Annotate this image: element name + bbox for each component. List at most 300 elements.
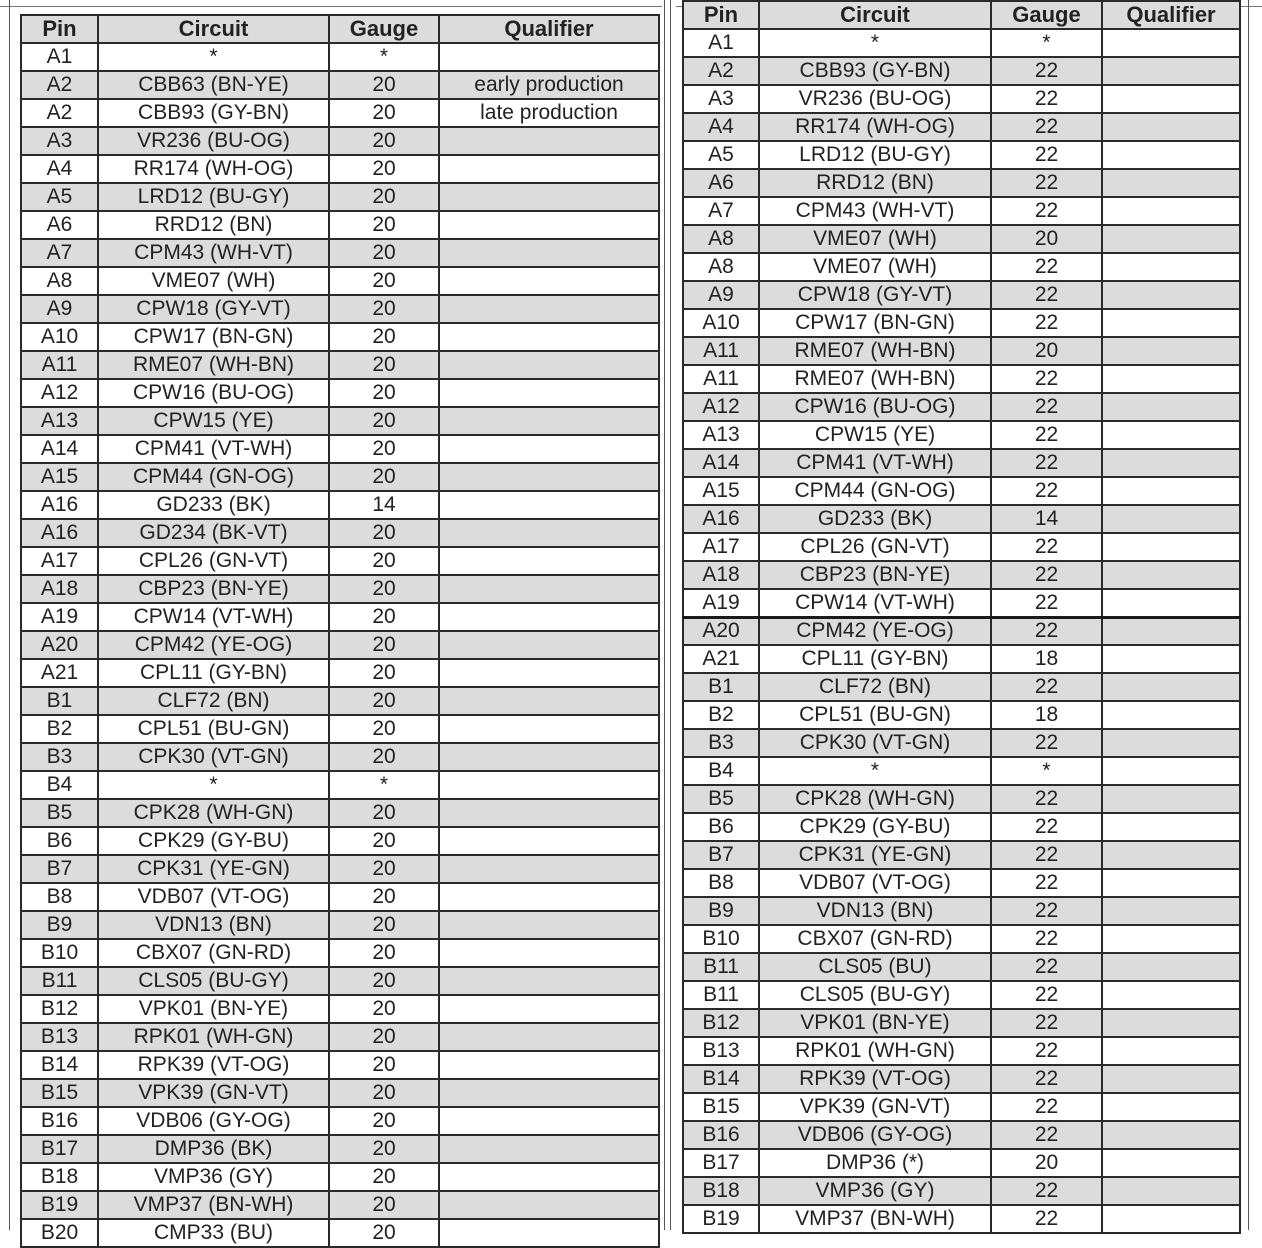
cell-pin: A13 [683,421,759,449]
table-row [21,211,659,239]
cell-qualifier [439,211,659,239]
table-row [683,981,1240,1009]
cell-pin: A13 [21,407,98,435]
cell-pin: B17 [683,1149,759,1177]
cell-gauge: 20 [329,967,439,995]
cell-circuit: CPM41 (VT-WH) [759,449,991,477]
center-divider-right [670,0,671,1230]
cell-gauge: 20 [329,911,439,939]
cell-circuit: VPK39 (GN-VT) [759,1093,991,1121]
cell-circuit: VDN13 (BN) [759,897,991,925]
cell-qualifier [1102,449,1240,477]
header-circuit: Circuit [98,15,329,43]
cell-gauge: 20 [991,337,1102,365]
table-row [21,659,659,687]
cell-qualifier [439,575,659,603]
left-table-body [21,43,659,1247]
table-row [21,631,659,659]
cell-pin: B1 [683,673,759,701]
cell-gauge: 14 [991,505,1102,533]
cell-pin: B7 [21,855,98,883]
cell-circuit: CLS05 (BU-GY) [98,967,329,995]
cell-gauge: 20 [329,687,439,715]
cell-circuit: RR174 (WH-OG) [759,113,991,141]
cell-circuit: LRD12 (BU-GY) [98,183,329,211]
header-pin: Pin [683,1,759,29]
cell-gauge: 20 [329,715,439,743]
cell-gauge: 20 [329,1135,439,1163]
table-row [683,1009,1240,1037]
cell-gauge: 22 [991,169,1102,197]
cell-circuit: CLS05 (BU-GY) [759,981,991,1009]
cell-gauge: * [329,43,439,71]
table-row [683,421,1240,449]
table-row [683,309,1240,337]
cell-pin: A21 [683,645,759,673]
cell-circuit: CPK28 (WH-GN) [759,785,991,813]
cell-qualifier [439,855,659,883]
cell-gauge: 20 [329,631,439,659]
table-row [683,953,1240,981]
cell-qualifier [1102,113,1240,141]
cell-gauge: 20 [329,295,439,323]
cell-qualifier [1102,953,1240,981]
cell-qualifier [1102,785,1240,813]
cell-circuit: CPL51 (BU-GN) [98,715,329,743]
table-row [683,281,1240,309]
cell-gauge: 20 [329,939,439,967]
cell-pin: B2 [21,715,98,743]
header-circuit: Circuit [759,1,991,29]
cell-circuit: VDB06 (GY-OG) [98,1107,329,1135]
table-row [683,1037,1240,1065]
cell-circuit: LRD12 (BU-GY) [759,141,991,169]
table-row [21,603,659,631]
cell-gauge: 20 [329,855,439,883]
cell-gauge: 14 [329,491,439,519]
cell-circuit: CPM42 (YE-OG) [98,631,329,659]
cell-circuit: VMP36 (GY) [759,1177,991,1205]
table-row [683,477,1240,505]
cell-gauge: * [991,757,1102,785]
cell-pin: A14 [683,449,759,477]
cell-qualifier [1102,29,1240,57]
cell-qualifier [439,1023,659,1051]
cell-gauge: 20 [991,1149,1102,1177]
cell-circuit: VMP36 (GY) [98,1163,329,1191]
table-row [683,729,1240,757]
table-row [21,239,659,267]
table-row [683,813,1240,841]
cell-qualifier [439,743,659,771]
cell-gauge: 22 [991,421,1102,449]
cell-gauge: 22 [991,309,1102,337]
cell-gauge: 22 [991,589,1102,617]
table-row [21,99,659,127]
table-row [21,1163,659,1191]
table-row [21,491,659,519]
cell-qualifier [1102,253,1240,281]
cell-pin: A1 [21,43,98,71]
table-row [683,645,1240,673]
cell-circuit: CPM43 (WH-VT) [759,197,991,225]
cell-pin: A18 [683,561,759,589]
cell-gauge: 22 [991,897,1102,925]
cell-gauge: 22 [991,449,1102,477]
cell-qualifier [1102,897,1240,925]
table-row [21,267,659,295]
cell-gauge: 20 [329,267,439,295]
cell-pin: A16 [21,491,98,519]
cell-qualifier [1102,645,1240,673]
table-row [21,1107,659,1135]
cell-circuit: GD233 (BK) [98,491,329,519]
cell-circuit: CPW15 (YE) [98,407,329,435]
cell-gauge: 20 [329,995,439,1023]
table-row [683,533,1240,561]
cell-gauge: 22 [991,981,1102,1009]
table-row [683,1177,1240,1205]
cell-circuit: GD233 (BK) [759,505,991,533]
cell-gauge: 20 [329,1163,439,1191]
table-row [683,561,1240,589]
table-row [683,785,1240,813]
cell-qualifier [439,463,659,491]
cell-pin: B14 [683,1065,759,1093]
cell-gauge: 20 [329,827,439,855]
cell-circuit: RPK39 (VT-OG) [759,1065,991,1093]
cell-circuit: CBB93 (GY-BN) [759,57,991,85]
cell-pin: A10 [683,309,759,337]
cell-pin: B1 [21,687,98,715]
cell-pin: B12 [683,1009,759,1037]
cell-qualifier [439,939,659,967]
cell-pin: A5 [21,183,98,211]
cell-qualifier [1102,673,1240,701]
cell-gauge: 20 [329,435,439,463]
cell-qualifier [1102,1205,1240,1233]
cell-circuit: RPK39 (VT-OG) [98,1051,329,1079]
cell-qualifier [1102,57,1240,85]
cell-pin: B3 [683,729,759,757]
table-row [683,225,1240,253]
table-row [21,463,659,491]
cell-pin: A5 [683,141,759,169]
cell-gauge: 22 [991,141,1102,169]
table-row [683,57,1240,85]
table-row [21,547,659,575]
table-row [683,617,1240,645]
cell-qualifier [1102,225,1240,253]
left-pin-table [20,14,660,1248]
cell-qualifier [1102,1065,1240,1093]
cell-circuit: VPK01 (BN-YE) [98,995,329,1023]
cell-qualifier [439,967,659,995]
table-row [683,85,1240,113]
cell-circuit: CPM44 (GN-OG) [759,477,991,505]
table-row [21,827,659,855]
cell-pin: B10 [683,925,759,953]
table-row [683,505,1240,533]
cell-pin: A21 [21,659,98,687]
table-row [21,183,659,211]
cell-circuit: CPW15 (YE) [759,421,991,449]
cell-qualifier [439,687,659,715]
cell-circuit: VMP37 (BN-WH) [98,1191,329,1219]
table-row [683,141,1240,169]
cell-circuit: RR174 (WH-OG) [98,155,329,183]
cell-gauge: 20 [329,519,439,547]
cell-pin: A17 [683,533,759,561]
cell-gauge: 22 [991,1009,1102,1037]
table-row [683,365,1240,393]
cell-qualifier [439,267,659,295]
cell-qualifier [439,1107,659,1135]
cell-pin: B2 [683,701,759,729]
cell-qualifier [1102,365,1240,393]
table-row [21,351,659,379]
cell-qualifier [439,547,659,575]
table-row [21,771,659,799]
cell-circuit: CPK31 (YE-GN) [759,841,991,869]
cell-circuit: CPM41 (VT-WH) [98,435,329,463]
cell-qualifier [1102,729,1240,757]
cell-circuit: VR236 (BU-OG) [759,85,991,113]
cell-qualifier [1102,141,1240,169]
cell-qualifier [1102,533,1240,561]
header-qualifier: Qualifier [1102,1,1240,29]
cell-pin: B19 [21,1191,98,1219]
cell-pin: A16 [21,519,98,547]
table-row [683,1121,1240,1149]
cell-circuit: VMP37 (BN-WH) [759,1205,991,1233]
cell-qualifier [1102,281,1240,309]
cell-pin: A12 [683,393,759,421]
cell-circuit: CPW17 (BN-GN) [98,323,329,351]
table-row [683,337,1240,365]
cell-circuit: CPK30 (VT-GN) [759,729,991,757]
table-row [21,855,659,883]
cell-gauge: 22 [991,561,1102,589]
cell-pin: B14 [21,1051,98,1079]
cell-gauge: 22 [991,841,1102,869]
cell-gauge: 20 [329,211,439,239]
cell-qualifier [439,407,659,435]
cell-pin: A11 [683,365,759,393]
cell-circuit: VDB06 (GY-OG) [759,1121,991,1149]
cell-circuit: CPW16 (BU-OG) [759,393,991,421]
table-row [21,1135,659,1163]
cell-pin: A4 [683,113,759,141]
table-row [21,1219,659,1247]
cell-qualifier [439,379,659,407]
cell-circuit: * [759,757,991,785]
cell-circuit: VR236 (BU-OG) [98,127,329,155]
cell-circuit: GD234 (BK-VT) [98,519,329,547]
cell-qualifier [439,1219,659,1247]
header-gauge: Gauge [991,1,1102,29]
cell-qualifier [439,883,659,911]
cell-qualifier [1102,813,1240,841]
cell-circuit: CLS05 (BU) [759,953,991,981]
cell-circuit: CPK31 (YE-GN) [98,855,329,883]
cell-pin: B3 [21,743,98,771]
cell-circuit: DMP36 (BK) [98,1135,329,1163]
cell-circuit: CPL11 (GY-BN) [98,659,329,687]
cell-circuit: CPL26 (GN-VT) [759,533,991,561]
cell-gauge: 22 [991,533,1102,561]
cell-qualifier [439,239,659,267]
right-pin-table [682,0,1241,1234]
cell-pin: A2 [683,57,759,85]
cell-pin: A12 [21,379,98,407]
cell-pin: B4 [21,771,98,799]
cell-pin: A11 [21,351,98,379]
cell-circuit: VDB07 (VT-OG) [98,883,329,911]
table-row [683,897,1240,925]
cell-pin: A9 [683,281,759,309]
cell-gauge: 20 [329,351,439,379]
cell-pin: B18 [683,1177,759,1205]
cell-pin: A9 [21,295,98,323]
cell-gauge: 20 [329,1219,439,1247]
table-row [21,939,659,967]
cell-gauge: 20 [991,225,1102,253]
cell-pin: B15 [683,1093,759,1121]
cell-pin: A8 [683,225,759,253]
cell-gauge: 20 [329,1107,439,1135]
cell-gauge: 22 [991,253,1102,281]
table-row [21,127,659,155]
cell-pin: B11 [683,981,759,1009]
cell-gauge: 20 [329,379,439,407]
cell-circuit: VME07 (WH) [98,267,329,295]
cell-gauge: 22 [991,1177,1102,1205]
cell-pin: B11 [683,953,759,981]
table-row [21,295,659,323]
cell-pin: B20 [21,1219,98,1247]
header-pin: Pin [21,15,98,43]
cell-qualifier [439,323,659,351]
cell-circuit: CPK28 (WH-GN) [98,799,329,827]
cell-pin: A15 [683,477,759,505]
cell-qualifier [1102,981,1240,1009]
table-row [683,673,1240,701]
cell-pin: B4 [683,757,759,785]
cell-pin: A20 [683,617,759,645]
cell-circuit: CPW18 (GY-VT) [98,295,329,323]
cell-pin: A10 [21,323,98,351]
cell-qualifier [1102,309,1240,337]
table-row [683,197,1240,225]
cell-qualifier [1102,617,1240,645]
cell-gauge: 22 [991,785,1102,813]
table-row [21,911,659,939]
cell-pin: A15 [21,463,98,491]
cell-pin: B9 [683,897,759,925]
table-row [21,1051,659,1079]
cell-gauge: 22 [991,729,1102,757]
cell-circuit: * [759,29,991,57]
cell-gauge: 20 [329,1051,439,1079]
cell-pin: B6 [683,813,759,841]
cell-circuit: CPM44 (GN-OG) [98,463,329,491]
cell-qualifier [439,295,659,323]
cell-pin: B5 [21,799,98,827]
cell-pin: A8 [21,267,98,295]
cell-gauge: 22 [991,673,1102,701]
table-row [683,1149,1240,1177]
cell-gauge: 20 [329,239,439,267]
cell-qualifier [439,827,659,855]
cell-circuit: CPL26 (GN-VT) [98,547,329,575]
cell-circuit: CPW17 (BN-GN) [759,309,991,337]
cell-circuit: CBB93 (GY-BN) [98,99,329,127]
table-row [21,323,659,351]
cell-circuit: CPL51 (BU-GN) [759,701,991,729]
cell-gauge: 20 [329,547,439,575]
cell-qualifier [1102,421,1240,449]
cell-qualifier: early production [439,71,659,99]
cell-qualifier [439,1051,659,1079]
cell-qualifier [1102,85,1240,113]
cell-pin: B18 [21,1163,98,1191]
cell-gauge: 20 [329,1191,439,1219]
cell-qualifier [439,1135,659,1163]
table-row [21,43,659,71]
cell-pin: A4 [21,155,98,183]
cell-qualifier [1102,701,1240,729]
cell-circuit: CLF72 (BN) [98,687,329,715]
table-row [21,407,659,435]
cell-gauge: 22 [991,1121,1102,1149]
center-divider-left [664,0,665,1230]
table-row [21,155,659,183]
table-row [21,967,659,995]
cell-gauge: 20 [329,323,439,351]
cell-gauge: 20 [329,659,439,687]
cell-circuit: VDN13 (BN) [98,911,329,939]
cell-circuit: CBP23 (BN-YE) [98,575,329,603]
cell-pin: A19 [21,603,98,631]
cell-gauge: * [329,771,439,799]
cell-gauge: 22 [991,197,1102,225]
cell-pin: A11 [683,337,759,365]
table-row [683,757,1240,785]
cell-qualifier [439,127,659,155]
cell-gauge: 22 [991,1065,1102,1093]
cell-pin: A18 [21,575,98,603]
header-gauge: Gauge [329,15,439,43]
cell-pin: B10 [21,939,98,967]
cell-pin: A8 [683,253,759,281]
cell-pin: B12 [21,995,98,1023]
cell-pin: B7 [683,841,759,869]
cell-pin: B13 [21,1023,98,1051]
cell-gauge: 22 [991,869,1102,897]
cell-gauge: 20 [329,799,439,827]
table-row [21,575,659,603]
cell-gauge: 20 [329,407,439,435]
cell-qualifier [1102,1093,1240,1121]
cell-qualifier [439,43,659,71]
cell-pin: B5 [683,785,759,813]
cell-pin: B16 [21,1107,98,1135]
table-row [683,1205,1240,1233]
cell-gauge: * [991,29,1102,57]
cell-qualifier [1102,505,1240,533]
right-table-body [683,29,1240,1233]
